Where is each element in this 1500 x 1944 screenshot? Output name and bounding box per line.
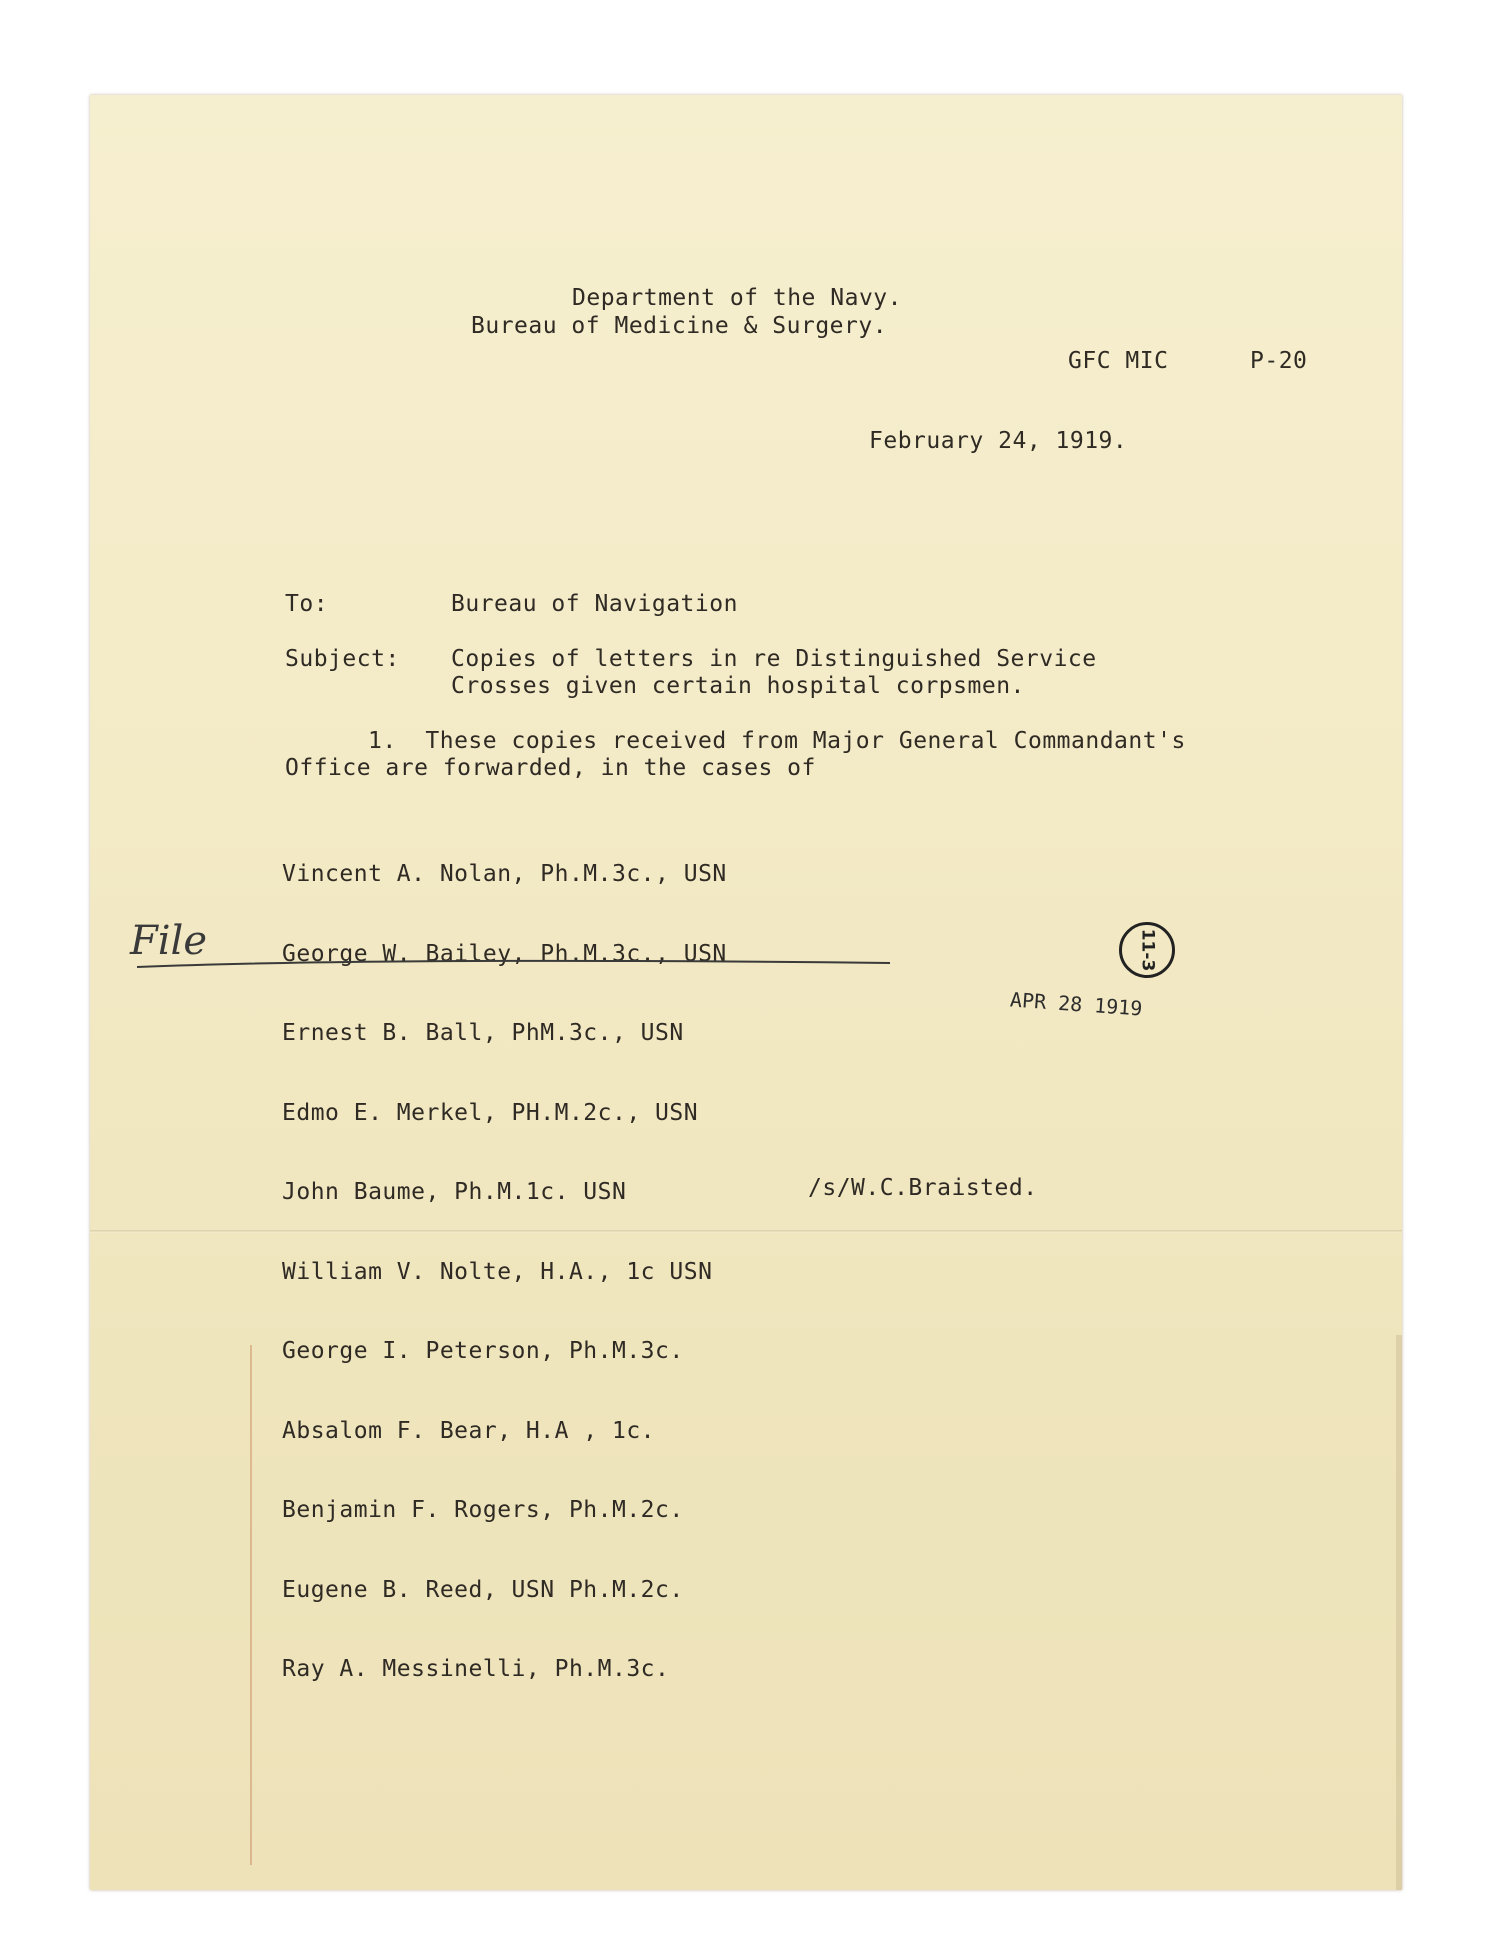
list-item: Edmo E. Merkel, PH.M.2c., USN	[282, 1099, 699, 1126]
received-date-stamp: APR 28 1919	[1009, 987, 1144, 1021]
file-code-2: P-20	[1250, 348, 1308, 374]
handwritten-note: File	[130, 918, 208, 964]
circle-stamp-text: 11-3	[1136, 928, 1157, 972]
list-item: Ray A. Messinelli, Ph.M.3c.	[282, 1656, 670, 1682]
subject-label: Subject:	[285, 646, 400, 672]
list-item: Benjamin F. Rogers, Ph.M.2c.	[282, 1497, 684, 1523]
letter-date: February 24, 1919.	[869, 428, 1128, 454]
list-item: Vincent A. Nolan, Ph.M.3c., USN	[282, 861, 727, 887]
list-item: Ernest B. Ball, PhM.3c., USN	[282, 1020, 684, 1046]
margin-line	[250, 1345, 252, 1865]
circle-stamp	[1119, 922, 1175, 978]
list-item: Eugene B. Reed, USN Ph.M.2c.	[282, 1576, 684, 1603]
to-value: Bureau of Navigation	[451, 591, 738, 617]
list-item: John Baume, Ph.M.1c. USN	[282, 1179, 627, 1205]
paragraph-line-2: Office are forwarded, in the cases of	[285, 755, 816, 781]
to-label: To:	[285, 591, 329, 617]
subject-line-1: Copies of letters in re Distinguished Service	[451, 646, 1097, 672]
list-item: Absalom F. Bear, H.A , 1c.	[282, 1417, 656, 1444]
file-code-1: GFC MIC	[1068, 348, 1169, 374]
letterhead-line-1: Department of the Navy.	[572, 285, 902, 311]
corpsmen-list	[282, 808, 727, 1709]
subject-line-2: Crosses given certain hospital corpsmen.	[451, 673, 1025, 699]
list-item: George I. Peterson, Ph.M.3c.	[282, 1338, 684, 1364]
paragraph-line-1: 1. These copies received from Major General Commandant's	[368, 728, 1186, 754]
list-item: George W. Bailey, Ph.M.3c., USN	[282, 940, 727, 967]
signature: /s/W.C.Braisted.	[808, 1175, 1038, 1201]
underlying-page-edge	[1396, 1335, 1402, 1890]
letterhead-line-2: Bureau of Medicine & Surgery.	[471, 313, 888, 339]
handwritten-underline	[135, 955, 895, 975]
list-item: William V. Nolte, H.A., 1c USN	[282, 1258, 713, 1285]
